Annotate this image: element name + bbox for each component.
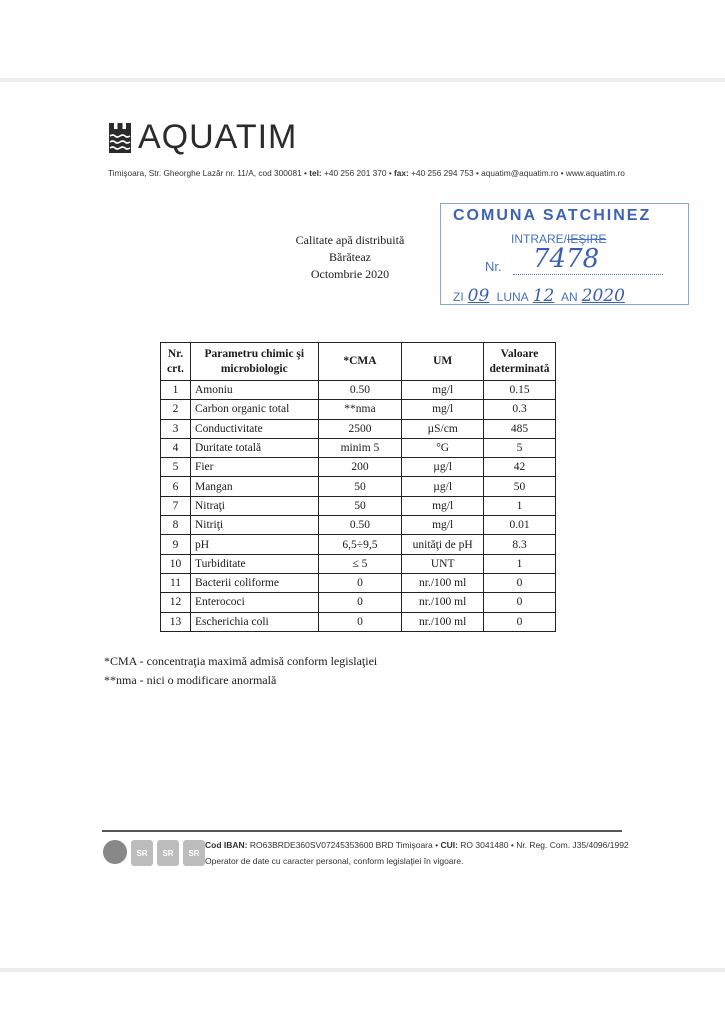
cui-label: CUI:: [440, 840, 458, 850]
cell-val: 1: [484, 496, 556, 515]
tuv-cert-icon: [103, 840, 127, 864]
certification-logos: [103, 840, 205, 866]
cell-cma: 200: [318, 458, 402, 477]
cell-cma: 6,5÷9,5: [318, 535, 402, 554]
cell-cma: 50: [318, 496, 402, 515]
footer-gdpr: Operator de date cu caracter personal, conform legislaţiei în vigoare.: [205, 856, 464, 866]
cell-nr: 10: [161, 554, 191, 573]
cell-val: 50: [484, 477, 556, 496]
stamp-nr-line: [513, 274, 663, 275]
tel: +40 256 201 370: [324, 168, 387, 178]
cell-um: nr./100 ml: [402, 612, 484, 631]
cell-param: Nitriţi: [190, 516, 318, 535]
cell-um: µg/l: [402, 477, 484, 496]
stamp-date: [453, 286, 629, 306]
cell-nr: 8: [161, 516, 191, 535]
cell-nr: 13: [161, 612, 191, 631]
cell-cma: ≤ 5: [318, 554, 402, 573]
stamp-direction-out: IEŞIRE: [567, 232, 607, 246]
iban-label: Cod IBAN:: [205, 840, 248, 850]
cell-param: Bacterii coliforme: [190, 573, 318, 592]
cell-val: 0: [484, 612, 556, 631]
cell-param: Escherichia coli: [190, 612, 318, 631]
cell-um: unităţi de pH: [402, 535, 484, 554]
cell-um: µg/l: [402, 458, 484, 477]
cell-cma: 0: [318, 573, 402, 592]
cell-um: mg/l: [402, 496, 484, 515]
cui: RO 3041480: [460, 840, 509, 850]
header-nr: Nr. crt.: [161, 343, 191, 381]
cell-cma: 0: [318, 612, 402, 631]
stamp-nr-label: Nr.: [485, 259, 502, 274]
cell-nr: 11: [161, 573, 191, 592]
contact-line: Timişoara, Str. Gheorghe Lazăr nr. 11/A, cod 300081 • tel: +40 256 201 370 • fax: +40 256 294 753 • aquatim@aquatim.ro • www.aquatim.ro: [108, 168, 625, 178]
stamp-month-label: LUNA: [496, 290, 529, 304]
document-heading: [270, 232, 430, 283]
cell-um: mg/l: [402, 516, 484, 535]
cell-nr: 3: [161, 419, 191, 438]
cell-val: 42: [484, 458, 556, 477]
table-row: [161, 535, 556, 554]
cell-nr: 6: [161, 477, 191, 496]
iban: RO63BRDE360SV07245353600 BRD Timişoara: [249, 840, 433, 850]
stamp-year-label: AN: [560, 290, 578, 304]
note-cma: *CMA - concentraţia maximă admisă conform legislaţiei: [104, 654, 378, 668]
email: aquatim@aquatim.ro: [481, 168, 559, 178]
sr-cert-icon-1: SR: [131, 840, 153, 866]
bottom-scan-edge: [0, 968, 725, 972]
top-scan-edge: [0, 78, 725, 82]
table-row: [161, 381, 556, 400]
heading-line1: Calitate apă distribuită: [295, 233, 405, 247]
castle-wave-icon: [108, 123, 132, 153]
header-cma: *CMA: [318, 343, 402, 381]
aquatim-logo: [108, 118, 297, 157]
cell-param: Enterococi: [190, 593, 318, 612]
stamp-day-label: ZI: [453, 290, 464, 304]
stamp-day-value: 09: [467, 286, 490, 306]
stamp-year-value: 2020: [581, 286, 625, 306]
stamp-title: COMUNA SATCHINEZ: [453, 207, 652, 224]
cell-cma: **nma: [318, 400, 402, 419]
cell-param: Conductivitate: [190, 419, 318, 438]
table-row: [161, 554, 556, 573]
cell-um: UNT: [402, 554, 484, 573]
stamp-month-value: 12: [532, 286, 555, 306]
table-row: [161, 593, 556, 612]
registration-stamp: [440, 203, 689, 305]
reg-com: Nr. Reg. Com. J35/4096/1992: [516, 840, 629, 850]
cell-um: mg/l: [402, 381, 484, 400]
cell-nr: 4: [161, 438, 191, 457]
cell-val: 8.3: [484, 535, 556, 554]
cell-val: 485: [484, 419, 556, 438]
cell-param: Amoniu: [190, 381, 318, 400]
header-um: UM: [402, 343, 484, 381]
cell-val: 1: [484, 554, 556, 573]
fax-label: fax:: [394, 168, 409, 178]
cell-param: Nitraţi: [190, 496, 318, 515]
table-row: [161, 573, 556, 592]
cell-nr: 12: [161, 593, 191, 612]
cell-um: mg/l: [402, 400, 484, 419]
cell-param: Duritate totală: [190, 438, 318, 457]
cell-param: Turbiditate: [190, 554, 318, 573]
cell-nr: 7: [161, 496, 191, 515]
cell-cma: 0.50: [318, 381, 402, 400]
sr-cert-icon-2: SR: [157, 840, 179, 866]
table-row: [161, 612, 556, 631]
cell-val: 5: [484, 438, 556, 457]
cell-um: °G: [402, 438, 484, 457]
stamp-direction-in: INTRARE/: [511, 232, 568, 246]
table-row: [161, 516, 556, 535]
website: www.aquatim.ro: [565, 168, 625, 178]
cell-param: pH: [190, 535, 318, 554]
cell-val: 0.3: [484, 400, 556, 419]
cell-cma: 50: [318, 477, 402, 496]
note-nma: **nma - nici o modificare anormală: [104, 673, 277, 687]
water-quality-table: [160, 342, 556, 632]
cell-nr: 5: [161, 458, 191, 477]
sr-cert-icon-3: SR: [183, 840, 205, 866]
tel-label: tel:: [309, 168, 322, 178]
table-row: [161, 400, 556, 419]
address: Timişoara, Str. Gheorghe Lazăr nr. 11/A, cod 300081: [108, 168, 302, 178]
cell-um: nr./100 ml: [402, 573, 484, 592]
cell-val: 0: [484, 573, 556, 592]
table-row: [161, 419, 556, 438]
table-row: [161, 458, 556, 477]
cell-param: Mangan: [190, 477, 318, 496]
heading-line2: Bărăteaz: [329, 250, 371, 264]
footnotes: [104, 652, 377, 690]
table-row: [161, 496, 556, 515]
cell-cma: minim 5: [318, 438, 402, 457]
header-param: Parametru chimic şi microbiologic: [190, 343, 318, 381]
cell-um: µS/cm: [402, 419, 484, 438]
cell-param: Fier: [190, 458, 318, 477]
table-row: [161, 477, 556, 496]
cell-cma: 0.50: [318, 516, 402, 535]
cell-val: 0.15: [484, 381, 556, 400]
footer-divider: [102, 830, 622, 832]
cell-um: nr./100 ml: [402, 593, 484, 612]
table-row: [161, 438, 556, 457]
company-name: AQUATIM: [138, 118, 298, 156]
cell-val: 0.01: [484, 516, 556, 535]
cell-val: 0: [484, 593, 556, 612]
fax: +40 256 294 753: [411, 168, 474, 178]
footer-bank-info: Cod IBAN: RO63BRDE360SV07245353600 BRD Timişoara • CUI: RO 3041480 • Nr. Reg. Com. J35/4096/1992: [205, 840, 629, 850]
cell-cma: 0: [318, 593, 402, 612]
stamp-nr-value: 7478: [533, 244, 600, 274]
cell-nr: 2: [161, 400, 191, 419]
cell-param: Carbon organic total: [190, 400, 318, 419]
table-header-row: [161, 343, 556, 381]
cell-nr: 1: [161, 381, 191, 400]
heading-line3: Octombrie 2020: [310, 267, 390, 281]
cell-cma: 2500: [318, 419, 402, 438]
cell-nr: 9: [161, 535, 191, 554]
header-val: Valoare determinată: [484, 343, 556, 381]
